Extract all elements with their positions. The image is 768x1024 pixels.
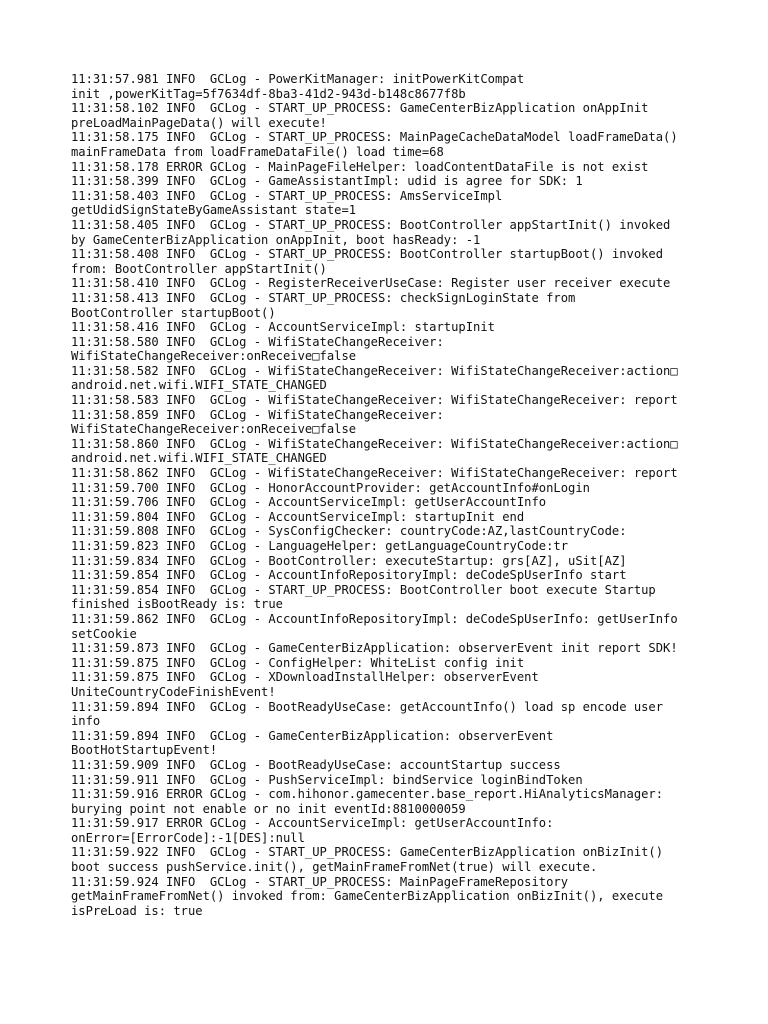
log-line: android.net.wifi.WIFI_STATE_CHANGED [71, 451, 327, 466]
log-line: android.net.wifi.WIFI_STATE_CHANGED [71, 378, 327, 393]
log-line: 11:31:59.922 INFO GCLog - START_UP_PROCESS: GameCenterBizApplication onBizInit() [71, 845, 664, 860]
log-line: 11:31:59.873 INFO GCLog - GameCenterBizApplication: observerEvent init report SDK! [71, 641, 678, 656]
log-line: init ,powerKitTag=5f7634df-8ba3-41d2-943d-b148c8677f8b [71, 86, 466, 101]
log-line: 11:31:58.413 INFO GCLog - START_UP_PROCESS: checkSignLoginState from [71, 290, 576, 305]
log-line: 11:31:58.859 INFO GCLog - WifiStateChangeReceiver: [71, 407, 444, 422]
log-line: preLoadMainPageData() will execute! [71, 115, 327, 130]
log-line: 11:31:58.405 INFO GCLog - START_UP_PROCESS: BootController appStartInit() invoked [71, 217, 671, 232]
log-line: info [71, 714, 101, 729]
log-line: burying point not enable or no init eventId:8810000059 [71, 801, 466, 816]
log-line: getMainFrameFromNet() invoked from: GameCenterBizApplication onBizInit(), execute [71, 889, 664, 904]
log-line: 11:31:58.583 INFO GCLog - WifiStateChangeReceiver: WifiStateChangeReceiver: report [71, 393, 678, 408]
log-line: 11:31:59.875 INFO GCLog - XDownloadInstallHelper: observerEvent [71, 670, 539, 685]
log-line: getUdidSignStateByGameAssistant state=1 [71, 203, 357, 218]
log-line: mainFrameData from loadFrameDataFile() load time=68 [71, 144, 444, 159]
log-line: 11:31:58.178 ERROR GCLog - MainPageFileHelper: loadContentDataFile is not exist [71, 159, 649, 174]
log-line: 11:31:58.408 INFO GCLog - START_UP_PROCESS: BootController startupBoot() invoked [71, 247, 664, 262]
log-line: 11:31:58.410 INFO GCLog - RegisterReceiverUseCase: Register user receiver execute [71, 276, 671, 291]
log-line: 11:31:59.706 INFO GCLog - AccountServiceImpl: getUserAccountInfo [71, 495, 547, 510]
log-line: 11:31:58.399 INFO GCLog - GameAssistantImpl: udid is agree for SDK: 1 [71, 174, 583, 189]
log-line: 11:31:59.808 INFO GCLog - SysConfigChecker: countryCode:AZ,lastCountryCode: [71, 524, 627, 539]
log-line: 11:31:58.102 INFO GCLog - START_UP_PROCESS: GameCenterBizApplication onAppInit [71, 101, 649, 116]
log-line: finished isBootReady is: true [71, 597, 283, 612]
log-line: 11:31:59.916 ERROR GCLog - com.hihonor.gamecenter.base_report.HiAnalyticsManager: [71, 787, 664, 802]
log-line: 11:31:58.860 INFO GCLog - WifiStateChangeReceiver: WifiStateChangeReceiver:action□ [71, 436, 678, 451]
log-line: 11:31:59.894 INFO GCLog - GameCenterBizApplication: observerEvent [71, 728, 554, 743]
log-line: 11:31:58.582 INFO GCLog - WifiStateChangeReceiver: WifiStateChangeReceiver:action□ [71, 363, 678, 378]
log-line: UniteCountryCodeFinishEvent! [71, 684, 276, 699]
log-line: 11:31:58.416 INFO GCLog - AccountServiceImpl: startupInit [71, 320, 495, 335]
log-line: 11:31:58.862 INFO GCLog - WifiStateChangeReceiver: WifiStateChangeReceiver: report [71, 466, 678, 481]
log-line: 11:31:58.580 INFO GCLog - WifiStateChangeReceiver: [71, 334, 444, 349]
log-line: setCookie [71, 626, 137, 641]
log-line: BootHotStartupEvent! [71, 743, 218, 758]
log-line: 11:31:59.834 INFO GCLog - BootController: executeStartup: grs[AZ], uSit[AZ] [71, 553, 627, 568]
log-line: WifiStateChangeReceiver:onReceive□false [71, 349, 357, 364]
log-line: isPreLoad is: true [71, 903, 203, 918]
log-line: 11:31:59.854 INFO GCLog - START_UP_PROCESS: BootController boot execute Startup [71, 582, 656, 597]
log-line: 11:31:59.700 INFO GCLog - HonorAccountProvider: getAccountInfo#onLogin [71, 480, 590, 495]
log-line: from: BootController appStartInit() [71, 261, 327, 276]
log-line: BootController startupBoot() [71, 305, 276, 320]
log-line: 11:31:58.175 INFO GCLog - START_UP_PROCESS: MainPageCacheDataModel loadFrameData() [71, 130, 678, 145]
log-line: 11:31:59.911 INFO GCLog - PushServiceImpl: bindService loginBindToken [71, 772, 583, 787]
log-line: onError=[ErrorCode]:-1[DES]:null [71, 830, 305, 845]
log-line: WifiStateChangeReceiver:onReceive□false [71, 422, 357, 437]
log-line: by GameCenterBizApplication onAppInit, boot hasReady: -1 [71, 232, 481, 247]
log-line: 11:31:59.909 INFO GCLog - BootReadyUseCase: accountStartup success [71, 757, 561, 772]
log-line: boot success pushService.init(), getMainFrameFromNet(true) will execute. [71, 860, 598, 875]
log-line: 11:31:59.894 INFO GCLog - BootReadyUseCase: getAccountInfo() load sp encode user [71, 699, 664, 714]
log-page [71, 72, 711, 918]
log-line: 11:31:59.862 INFO GCLog - AccountInfoRepositoryImpl: deCodeSpUserInfo: getUserInfo [71, 611, 678, 626]
log-line: 11:31:59.854 INFO GCLog - AccountInfoRepositoryImpl: deCodeSpUserInfo start [71, 568, 627, 583]
log-line: 11:31:59.924 INFO GCLog - START_UP_PROCESS: MainPageFrameRepository [71, 874, 569, 889]
log-line: 11:31:59.917 ERROR GCLog - AccountServiceImpl: getUserAccountInfo: [71, 816, 554, 831]
log-line: 11:31:59.823 INFO GCLog - LanguageHelper: getLanguageCountryCode:tr [71, 539, 569, 553]
log-line: 11:31:57.981 INFO GCLog - PowerKitManager: initPowerKitCompat [71, 72, 525, 86]
log-line: 11:31:59.875 INFO GCLog - ConfigHelper: WhiteList config init [71, 655, 525, 670]
log-line: 11:31:59.804 INFO GCLog - AccountServiceImpl: startupInit end [71, 509, 525, 524]
log-line: 11:31:58.403 INFO GCLog - START_UP_PROCESS: AmsServiceImpl [71, 188, 503, 203]
